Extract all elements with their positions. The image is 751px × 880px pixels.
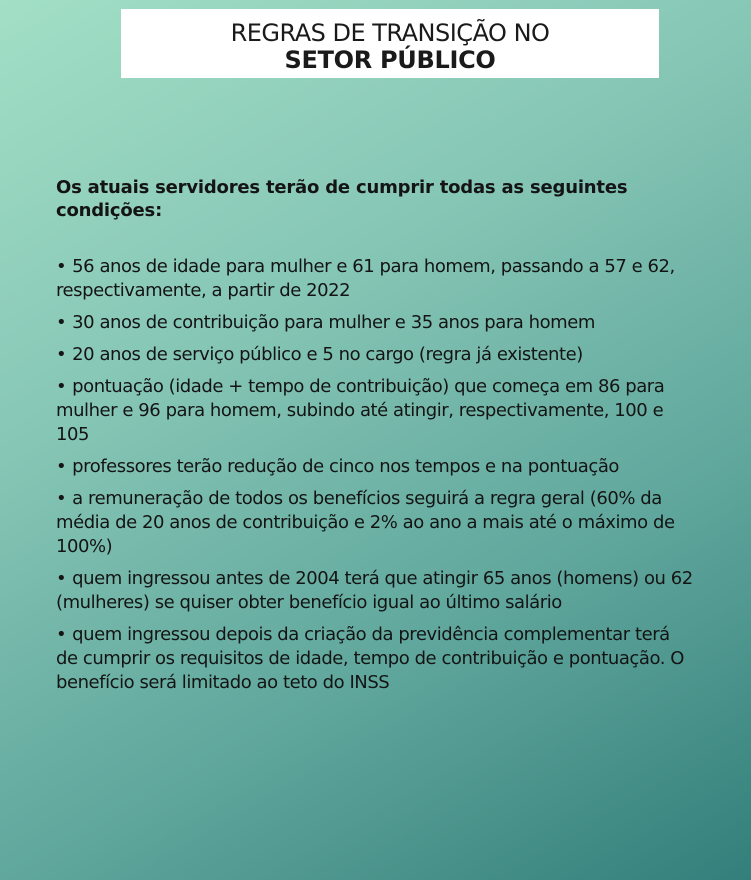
conditions-list	[56, 255, 696, 695]
bullet-icon: •	[56, 456, 67, 477]
title-box	[121, 9, 659, 78]
list-item-text: 56 anos de idade para mulher e 61 para homem, passando a 57 e 62, respectivamente, a partir de 2022	[56, 256, 675, 301]
bullet-icon: •	[56, 376, 67, 397]
list-item	[56, 343, 696, 367]
title-line-1: REGRAS DE TRANSIÇÃO NO	[230, 19, 550, 47]
list-item	[56, 455, 696, 479]
list-item	[56, 567, 696, 615]
list-item-text: quem ingressou antes de 2004 terá que atingir 65 anos (homens) ou 62 (mulheres) se quiser obter benefício igual ao último salário	[56, 568, 693, 613]
list-item-text: professores terão redução de cinco nos tempos e na pontuação	[72, 456, 619, 477]
list-item	[56, 375, 696, 447]
list-item-text: 20 anos de serviço público e 5 no cargo (regra já existente)	[72, 344, 583, 365]
bullet-icon: •	[56, 256, 67, 277]
bullet-icon: •	[56, 624, 67, 645]
bullet-icon: •	[56, 312, 67, 333]
list-item	[56, 623, 696, 695]
list-item	[56, 311, 696, 335]
list-item-text: pontuação (idade + tempo de contribuição) que começa em 86 para mulher e 96 para homem, subindo até atingir, respectivamente, 100 e 105	[56, 376, 665, 445]
bullet-icon: •	[56, 344, 67, 365]
list-item	[56, 487, 696, 559]
list-item-text: 30 anos de contribuição para mulher e 35 anos para homem	[72, 312, 595, 333]
bullet-icon: •	[56, 568, 67, 589]
bullet-icon: •	[56, 488, 67, 509]
list-item-text: quem ingressou depois da criação da previdência complementar terá de cumprir os requisitos de idade, tempo de contribuição e pontuação. O benefício será limitado ao teto do INSS	[56, 624, 684, 693]
list-item-text: a remuneração de todos os benefícios seguirá a regra geral (60% da média de 20 anos de contribuição e 2% ao ano a mais até o máximo de 100%)	[56, 488, 675, 557]
content-body	[56, 176, 696, 703]
list-item	[56, 255, 696, 303]
title-line-2: SETOR PÚBLICO	[284, 46, 496, 74]
intro-text: Os atuais servidores terão de cumprir todas as seguintes condições:	[56, 177, 628, 221]
